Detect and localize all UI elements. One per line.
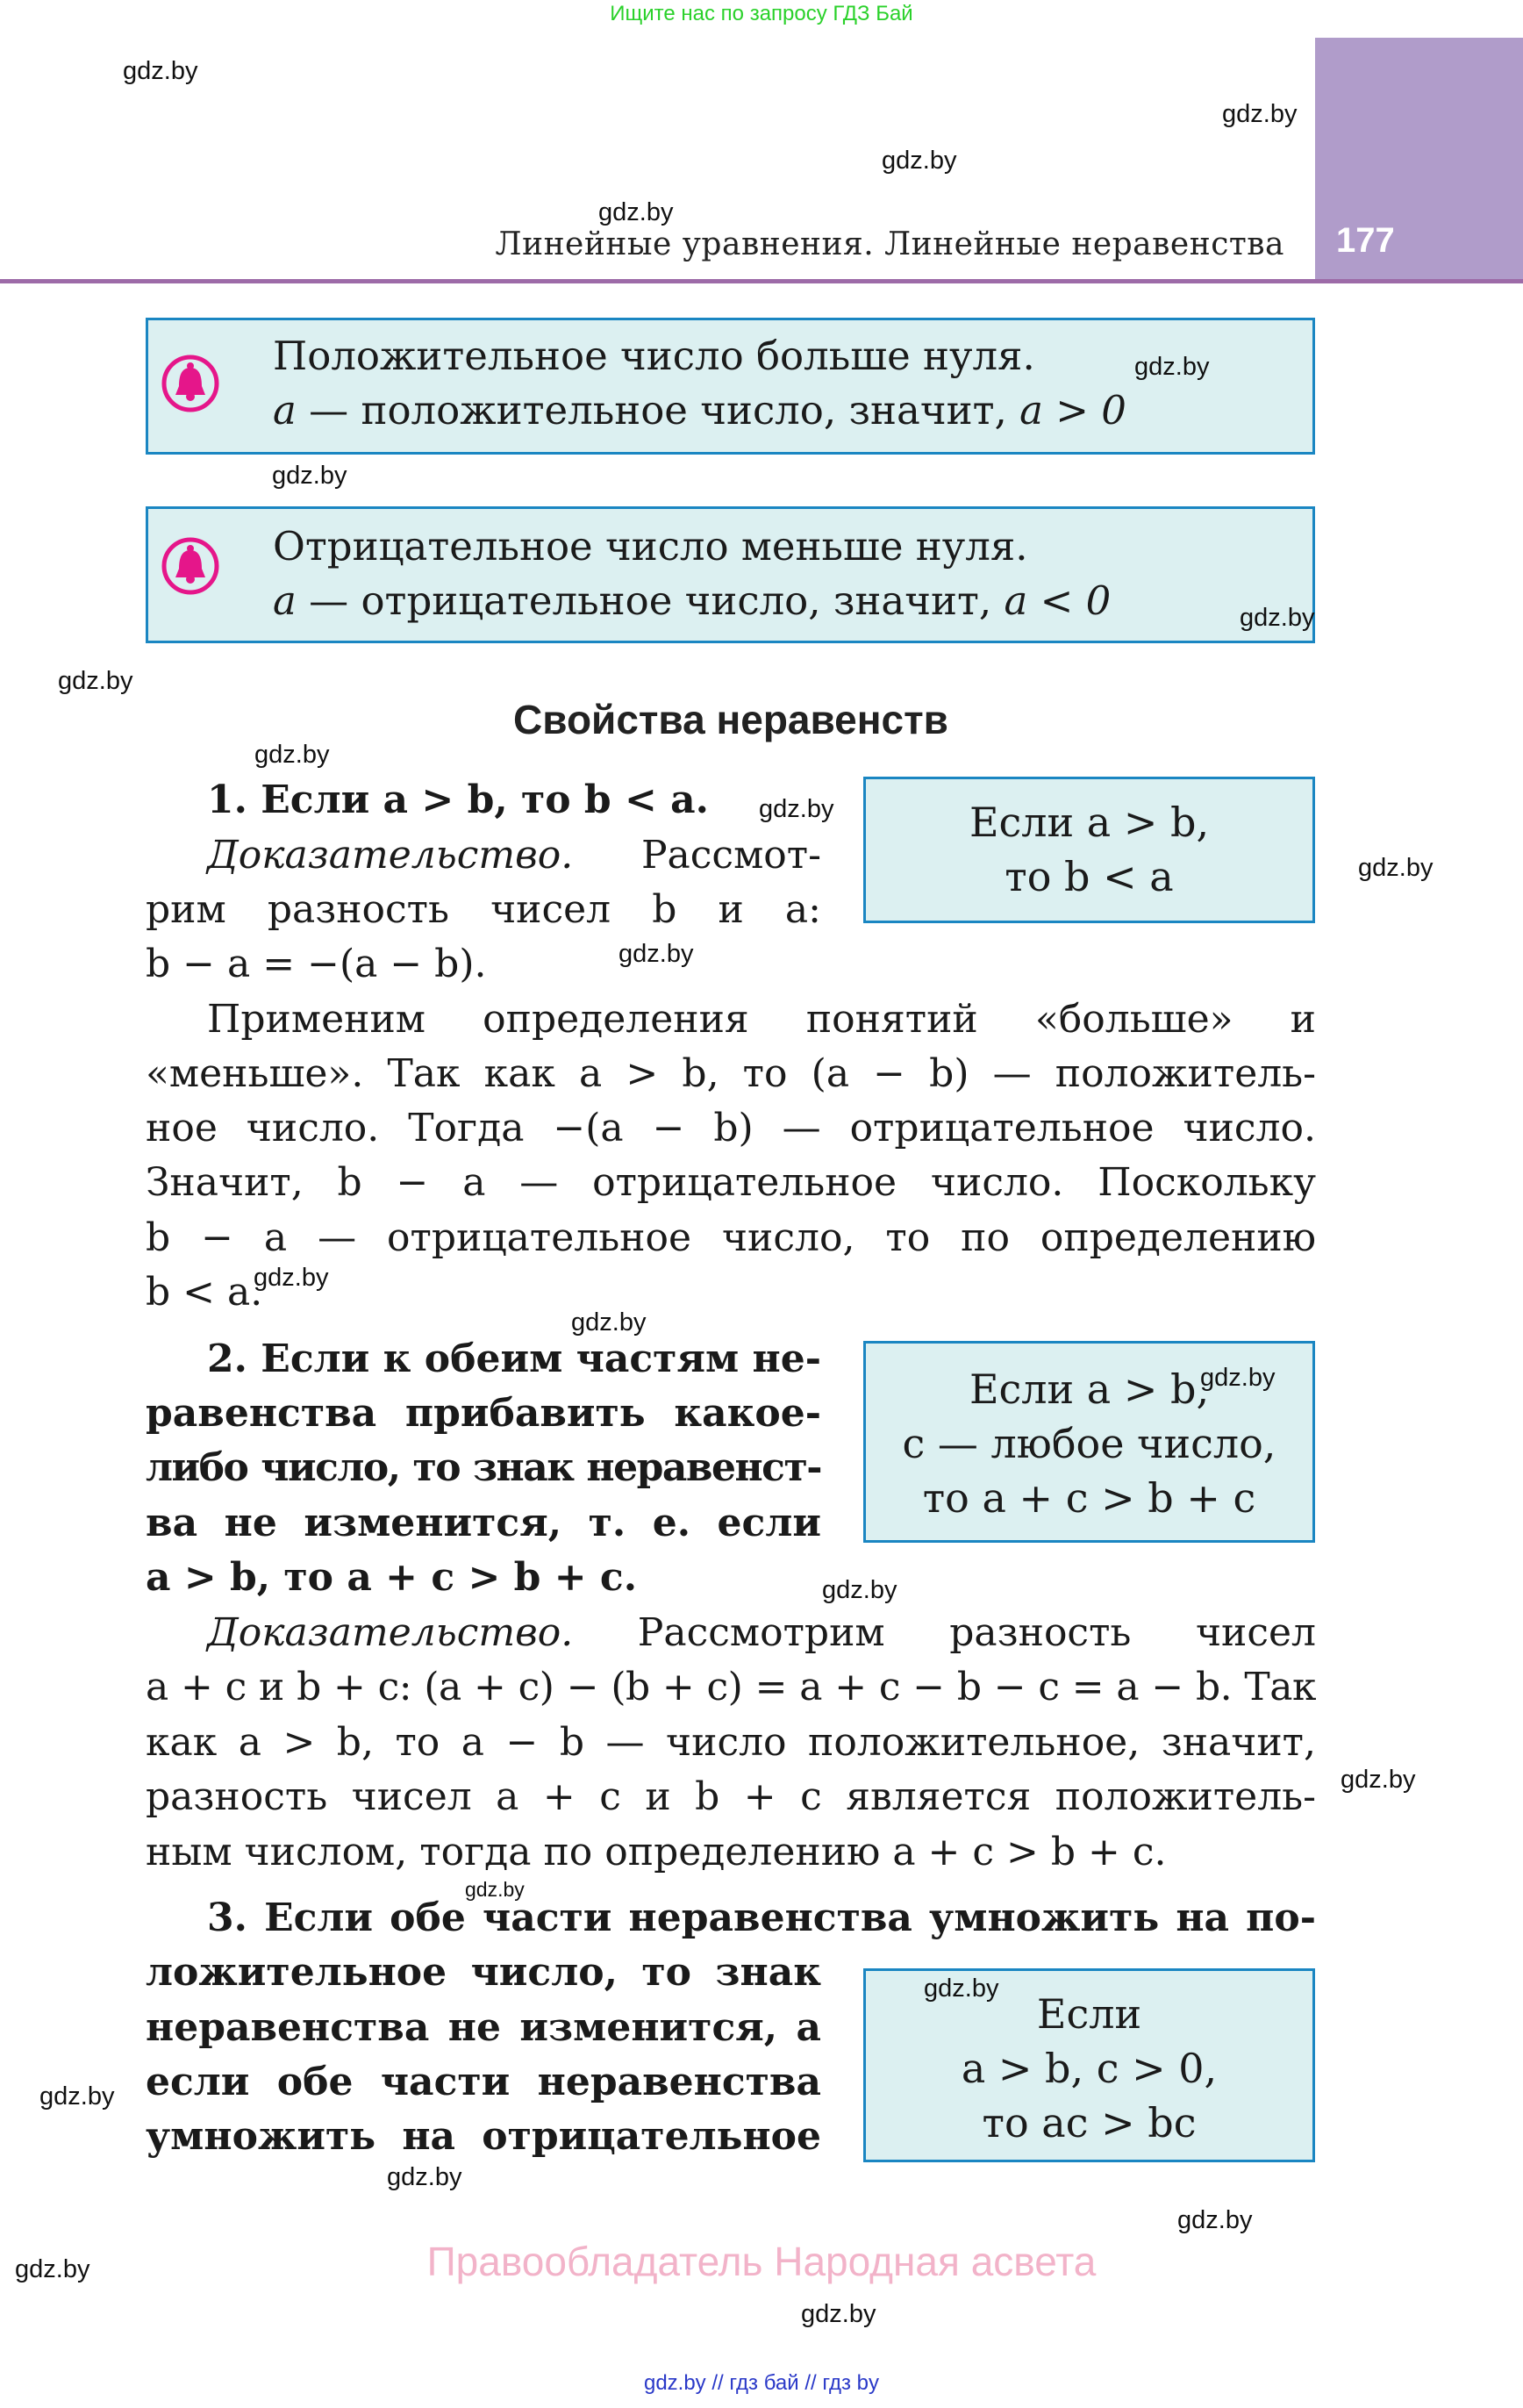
note-expr: a < 0 (1004, 577, 1112, 624)
watermark: gdz.by (1134, 353, 1210, 381)
property-2-proof-line: разность чисел a + c и b + c является положитель- (146, 1774, 1316, 1819)
note-text: — отрицательное число, значит, (296, 577, 1005, 624)
property-2-statement: равенства прибавить какое- (146, 1391, 821, 1436)
watermark: gdz.by (58, 667, 133, 695)
property-2-statement: ва не изменится, т. е. если (146, 1501, 821, 1545)
formula-line: Если a > b, (969, 1365, 1210, 1413)
watermark: gdz.by (882, 147, 957, 175)
property-1-proof-line: b − a = −(a − b). (146, 942, 487, 986)
note-text: — положительное число, значит, (296, 387, 1020, 434)
property-2-proof-line: как a > b, то a − b — число положительное, значит, (146, 1720, 1316, 1765)
watermark: gdz.by (15, 2255, 90, 2283)
watermark: gdz.by (123, 57, 198, 85)
paragraph-line: Применим определения понятий «больше» и (207, 997, 1316, 1042)
watermark: gdz.by (1177, 2206, 1253, 2234)
formula-box-1 (863, 777, 1315, 923)
formula-line: c — любое число, (902, 1420, 1276, 1467)
watermark: gdz.by (254, 741, 330, 769)
note-line-1: Положительное число больше нуля. (273, 333, 1035, 379)
proof-label: Доказательство. (207, 1610, 574, 1655)
property-2-statement: a > b, то a + c > b + c. (146, 1555, 638, 1600)
watermark: gdz.by (924, 1974, 999, 2003)
paragraph-line: b < a. (146, 1270, 263, 1315)
paragraph-line: «меньше». Так как a > b, то (a − b) — положитель- (146, 1051, 1316, 1096)
property-3-statement: ложительное число, то знак (146, 1950, 821, 1995)
var-a: a (273, 387, 297, 434)
note-box-positive (146, 318, 1315, 455)
property-1-proof-line: Доказательство. Рассмот- (207, 833, 821, 878)
copyright-notice: Правообладатель Народная асвета (426, 2239, 1097, 2284)
property-3-statement: умножить на отрицательное (146, 2114, 821, 2159)
note-line-1: Отрицательное число меньше нуля. (273, 523, 1028, 570)
watermark: gdz.by (1200, 1364, 1276, 1392)
paragraph-line: Значит, b − a — отрицательное число. Поскольку (146, 1160, 1316, 1205)
note-expr: a > 0 (1019, 387, 1126, 434)
watermark: gdz.by (1240, 604, 1315, 632)
running-title: Линейные уравнения. Линейные неравенства (495, 226, 1284, 262)
property-2-proof-line: ным числом, тогда по определению a + c > b + c. (146, 1830, 1167, 1874)
watermark: gdz.by (598, 198, 674, 226)
header-rule (0, 279, 1523, 283)
property-1-proof-line: рим разность чисел b и a: (146, 887, 821, 932)
top-banner: Ищите нас по запросу ГДЗ Бай (610, 2, 913, 25)
watermark: gdz.by (801, 2300, 876, 2328)
property-3-statement: неравенства не изменится, а (146, 2005, 821, 2050)
footer-links[interactable]: gdz.by // гдз бай // гдз by (643, 2371, 880, 2395)
watermark: gdz.by (759, 795, 834, 823)
bell-icon (160, 535, 221, 597)
section-title: Свойства неравенств (513, 697, 948, 742)
watermark: gdz.by (822, 1576, 897, 1604)
watermark: gdz.by (1222, 100, 1298, 128)
watermark: gdz.by (465, 1878, 525, 1901)
formula-line: Если a > b, (969, 799, 1210, 846)
formula-line: Если (1036, 1990, 1142, 2038)
watermark: gdz.by (272, 462, 347, 490)
watermark: gdz.by (387, 2163, 462, 2191)
property-2-statement: либо число, то знак неравенст- (146, 1445, 821, 1490)
note-line-2 (273, 577, 1111, 624)
paragraph-line: b − a — отрицательное число, то по определению (146, 1215, 1316, 1260)
watermark: gdz.by (571, 1308, 647, 1337)
property-2-statement: 2. Если к обеим частям не- (207, 1337, 821, 1381)
page-number: 177 (1336, 221, 1395, 260)
note-box-negative (146, 506, 1315, 643)
note-line-2 (273, 387, 1126, 434)
bell-icon (160, 353, 221, 414)
paragraph-line: ное число. Тогда −(a − b) — отрицательное число. (146, 1106, 1316, 1150)
watermark: gdz.by (254, 1264, 329, 1292)
property-2-proof-line: a + c и b + c: (a + c) − (b + c) = a + c − b − c = a − b. Так (146, 1665, 1316, 1709)
watermark: gdz.by (618, 940, 694, 968)
property-3-statement: 3. Если обе части неравенства умножить на по- (207, 1896, 1316, 1940)
var-a: a (273, 577, 297, 624)
formula-line: то ac > bc (982, 2099, 1197, 2146)
formula-line: a > b, c > 0, (961, 2045, 1218, 2092)
property-2-proof-line: Доказательство. Рассмотрим разность чисел (207, 1610, 1316, 1655)
formula-line: то b < a (1005, 853, 1174, 900)
watermark: gdz.by (39, 2082, 115, 2111)
watermark: gdz.by (1341, 1766, 1416, 1794)
property-1-statement: 1. Если a > b, то b < a. (207, 778, 709, 822)
watermark: gdz.by (1358, 854, 1434, 882)
proof-label: Доказательство. (207, 833, 574, 878)
property-3-statement: если обе части неравенства (146, 2060, 821, 2104)
formula-line: то a + c > b + c (922, 1474, 1256, 1522)
